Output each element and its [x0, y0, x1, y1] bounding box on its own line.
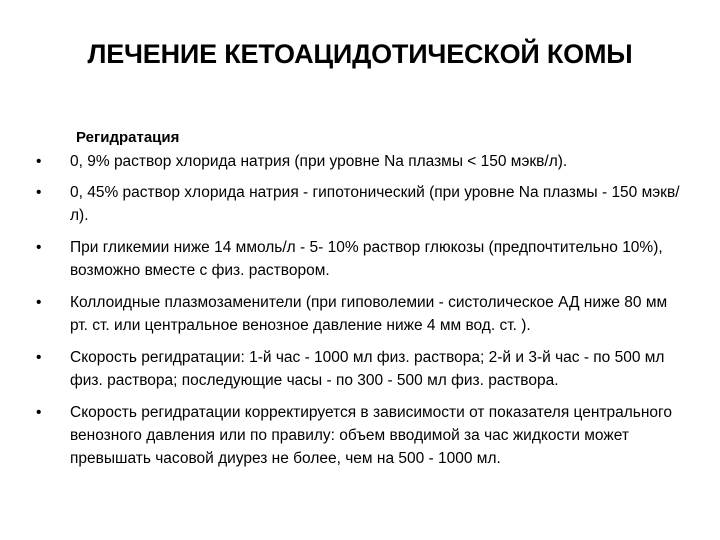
bullet-item	[36, 291, 688, 337]
bullet-text: 0, 45% раствор хлорида натрия - гипотонический (при уровне Na плазмы - 150 мэкв/л).	[70, 184, 680, 224]
section-subtitle: Регидратация	[76, 129, 180, 146]
bullet-item	[36, 401, 688, 470]
bullet-item	[36, 346, 688, 392]
bullet-item	[36, 150, 688, 173]
bullet-icon: •	[36, 404, 42, 421]
bullet-icon: •	[36, 239, 42, 256]
bullet-icon: •	[36, 153, 42, 170]
bullet-text: Скорость регидратации корректируется в зависимости от показателя центрального венозного давления или по правилу: объем вводимой за час жидкости может превышать часовой диурез не более, чем на 500 - 1000 мл.	[70, 404, 672, 467]
bullet-icon: •	[36, 294, 42, 311]
bullet-text: Коллоидные плазмозаменители (при гиповолемии - систолическое АД ниже 80 мм рт. ст. или центральное венозное давление ниже 4 мм вод. ст. ).	[70, 294, 668, 334]
bullet-icon: •	[36, 184, 42, 201]
bullet-item	[36, 181, 688, 227]
bullet-icon: •	[36, 349, 42, 366]
slide-title: ЛЕЧЕНИЕ КЕТОАЦИДОТИЧЕСКОЙ КОМЫ	[87, 39, 633, 69]
bullet-text: 0, 9% раствор хлорида натрия (при уровне Na плазмы < 150 мэкв/л).	[70, 153, 568, 170]
bullet-text: При гликемии ниже 14 ммоль/л - 5- 10% раствор глюкозы (предпочтительно 10%), возможно вместе с физ. раствором.	[70, 239, 663, 279]
bullet-item	[36, 236, 688, 282]
bullet-text: Скорость регидратации: 1-й час - 1000 мл физ. раствора; 2-й и 3-й час - по 500 мл физ. раствора; последующие часы - по 300 - 500 мл физ. раствора.	[70, 349, 665, 389]
bullet-list	[36, 150, 688, 479]
